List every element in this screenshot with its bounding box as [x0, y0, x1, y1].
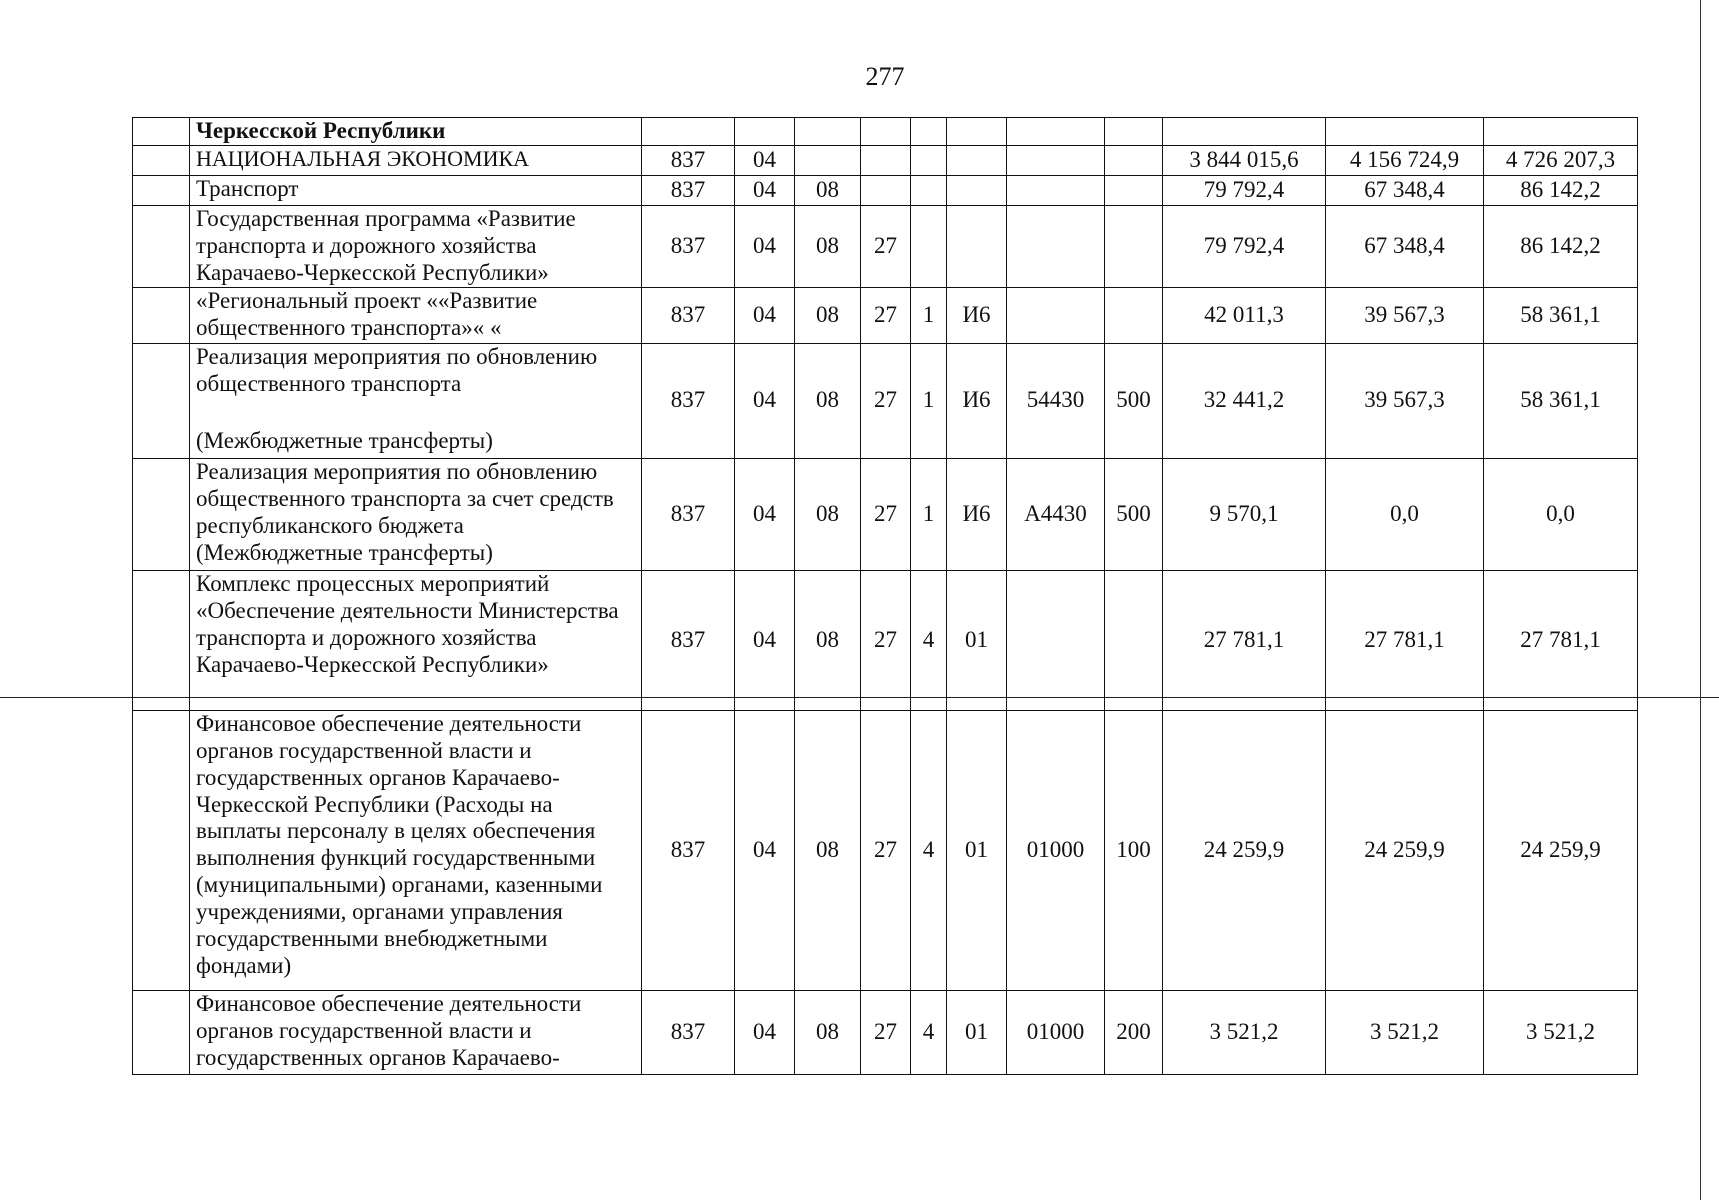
direction-code: 01000 — [1007, 710, 1105, 990]
program-code — [861, 175, 911, 205]
amount-2025 — [1163, 118, 1326, 146]
expense-type-code — [1105, 175, 1163, 205]
amount-2026: 4 156 724,9 — [1326, 146, 1484, 176]
row-number-cell — [133, 710, 190, 990]
section-code: 04 — [735, 458, 795, 570]
table-row — [133, 458, 1638, 570]
section-code — [735, 118, 795, 146]
section-code: 04 — [735, 146, 795, 176]
section-code: 04 — [735, 343, 795, 458]
element-code: 01 — [947, 990, 1007, 1074]
amount-2027: 0,0 — [1484, 458, 1638, 570]
row-number-cell — [133, 343, 190, 458]
ministry-code: 837 — [642, 175, 735, 205]
direction-code — [1007, 570, 1105, 710]
program-type-code: 1 — [911, 343, 947, 458]
table-row — [133, 205, 1638, 287]
ministry-code: 837 — [642, 458, 735, 570]
program-code: 27 — [861, 710, 911, 990]
subsection-code: 08 — [795, 990, 861, 1074]
row-number-cell — [133, 990, 190, 1074]
ministry-code: 837 — [642, 287, 735, 343]
expense-type-code: 500 — [1105, 458, 1163, 570]
subsection-code: 08 — [795, 175, 861, 205]
section-code: 04 — [735, 710, 795, 990]
program-type-code: 4 — [911, 990, 947, 1074]
amount-2026: 27 781,1 — [1326, 570, 1484, 710]
section-code: 04 — [735, 990, 795, 1074]
program-type-code — [911, 118, 947, 146]
section-code: 04 — [735, 287, 795, 343]
row-name: Комплекс процессных мероприятий «Обеспечение деятельности Министерства транспорта и дорожного хозяйства Карачаево-Черкесской Республики» — [190, 570, 642, 710]
subsection-code: 08 — [795, 458, 861, 570]
row-number-cell — [133, 118, 190, 146]
row-name: Финансовое обеспечение деятельности органов государственной власти и государственных органов Карачаево-Черкесской Республики (Расходы на выплаты персоналу в целях обеспечения выполнения функций государственными (муниципальными) органами, казенными учреждениями, органами управления государственными внебюджетными фондами) — [190, 710, 642, 990]
ministry-code: 837 — [642, 710, 735, 990]
ministry-code — [642, 118, 735, 146]
ministry-code: 837 — [642, 570, 735, 710]
element-code — [947, 205, 1007, 287]
element-code: 01 — [947, 570, 1007, 710]
amount-2026: 0,0 — [1326, 458, 1484, 570]
ministry-code: 837 — [642, 146, 735, 176]
expense-type-code — [1105, 287, 1163, 343]
row-name: «Региональный проект ««Развитие общественного транспорта»« « — [190, 287, 642, 343]
subsection-code: 08 — [795, 343, 861, 458]
table-row — [133, 570, 1638, 710]
expense-type-code — [1105, 146, 1163, 176]
row-name-note: (Межбюджетные трансферты) — [196, 427, 493, 453]
program-type-code — [911, 175, 947, 205]
amount-2025: 42 011,3 — [1163, 287, 1326, 343]
direction-code — [1007, 205, 1105, 287]
amount-2027: 86 142,2 — [1484, 205, 1638, 287]
row-number-cell — [133, 287, 190, 343]
program-code — [861, 146, 911, 176]
amount-2026: 39 567,3 — [1326, 343, 1484, 458]
row-name: Черкесской Республики — [190, 118, 642, 146]
program-code: 27 — [861, 343, 911, 458]
direction-code: 01000 — [1007, 990, 1105, 1074]
amount-2026: 3 521,2 — [1326, 990, 1484, 1074]
ministry-code: 837 — [642, 990, 735, 1074]
direction-code — [1007, 146, 1105, 176]
table-row — [133, 287, 1638, 343]
subsection-code: 08 — [795, 205, 861, 287]
row-name: Государственная программа «Развитие транспорта и дорожного хозяйства Карачаево-Черкесской Республики» — [190, 205, 642, 287]
scan-edge-line — [1700, 0, 1701, 1200]
program-type-code: 1 — [911, 287, 947, 343]
row-name: Реализация мероприятия по обновлению общественного транспорта за счет средств республиканского бюджета (Межбюджетные трансферты) — [190, 458, 642, 570]
subsection-code: 08 — [795, 287, 861, 343]
expense-type-code — [1105, 118, 1163, 146]
amount-2027: 86 142,2 — [1484, 175, 1638, 205]
direction-code: 54430 — [1007, 343, 1105, 458]
ministry-code: 837 — [642, 205, 735, 287]
row-number-cell — [133, 146, 190, 176]
direction-code: А4430 — [1007, 458, 1105, 570]
amount-2027: 3 521,2 — [1484, 990, 1638, 1074]
subsection-code: 08 — [795, 710, 861, 990]
subsection-code: 08 — [795, 570, 861, 710]
amount-2025: 9 570,1 — [1163, 458, 1326, 570]
element-code: И6 — [947, 287, 1007, 343]
table-row — [133, 118, 1638, 146]
amount-2026: 39 567,3 — [1326, 287, 1484, 343]
element-code: 01 — [947, 710, 1007, 990]
program-code: 27 — [861, 205, 911, 287]
amount-2027: 27 781,1 — [1484, 570, 1638, 710]
amount-2027: 58 361,1 — [1484, 343, 1638, 458]
expense-type-code: 500 — [1105, 343, 1163, 458]
direction-code — [1007, 287, 1105, 343]
amount-2025: 3 844 015,6 — [1163, 146, 1326, 176]
direction-code — [1007, 175, 1105, 205]
amount-2025: 3 521,2 — [1163, 990, 1326, 1074]
row-name: Транспорт — [190, 175, 642, 205]
amount-2027 — [1484, 118, 1638, 146]
program-type-code — [911, 205, 947, 287]
table-row — [133, 710, 1638, 990]
amount-2025: 27 781,1 — [1163, 570, 1326, 710]
program-code — [861, 118, 911, 146]
row-name — [190, 343, 642, 458]
row-number-cell — [133, 205, 190, 287]
subsection-code — [795, 118, 861, 146]
program-code: 27 — [861, 287, 911, 343]
program-code: 27 — [861, 990, 911, 1074]
amount-2026: 67 348,4 — [1326, 175, 1484, 205]
expense-type-code: 100 — [1105, 710, 1163, 990]
element-code: И6 — [947, 458, 1007, 570]
amount-2027: 24 259,9 — [1484, 710, 1638, 990]
amount-2027: 4 726 207,3 — [1484, 146, 1638, 176]
amount-2025: 79 792,4 — [1163, 175, 1326, 205]
table-row — [133, 175, 1638, 205]
budget-table — [132, 117, 1638, 1075]
amount-2026: 24 259,9 — [1326, 710, 1484, 990]
amount-2027: 58 361,1 — [1484, 287, 1638, 343]
row-number-cell — [133, 570, 190, 710]
row-number-cell — [133, 175, 190, 205]
element-code: И6 — [947, 343, 1007, 458]
program-code: 27 — [861, 570, 911, 710]
row-name: Финансовое обеспечение деятельности органов государственной власти и государственных органов Карачаево- — [190, 990, 642, 1074]
subsection-code — [795, 146, 861, 176]
ministry-code: 837 — [642, 343, 735, 458]
row-name: НАЦИОНАЛЬНАЯ ЭКОНОМИКА — [190, 146, 642, 176]
element-code — [947, 175, 1007, 205]
section-code: 04 — [735, 205, 795, 287]
element-code — [947, 146, 1007, 176]
program-type-code: 4 — [911, 710, 947, 990]
expense-type-code — [1105, 570, 1163, 710]
program-type-code — [911, 146, 947, 176]
amount-2026: 67 348,4 — [1326, 205, 1484, 287]
program-code: 27 — [861, 458, 911, 570]
amount-2025: 79 792,4 — [1163, 205, 1326, 287]
expense-type-code: 200 — [1105, 990, 1163, 1074]
program-type-code: 4 — [911, 570, 947, 710]
expense-type-code — [1105, 205, 1163, 287]
amount-2025: 32 441,2 — [1163, 343, 1326, 458]
section-code: 04 — [735, 175, 795, 205]
amount-2025: 24 259,9 — [1163, 710, 1326, 990]
direction-code — [1007, 118, 1105, 146]
row-name-main: Реализация мероприятия по обновлению общественного транспорта — [196, 343, 598, 396]
table-row — [133, 990, 1638, 1074]
section-code: 04 — [735, 570, 795, 710]
table-row — [133, 343, 1638, 458]
row-number-cell — [133, 458, 190, 570]
program-type-code: 1 — [911, 458, 947, 570]
page-number: 277 — [865, 62, 905, 91]
element-code — [947, 118, 1007, 146]
table-row — [133, 146, 1638, 176]
amount-2026 — [1326, 118, 1484, 146]
